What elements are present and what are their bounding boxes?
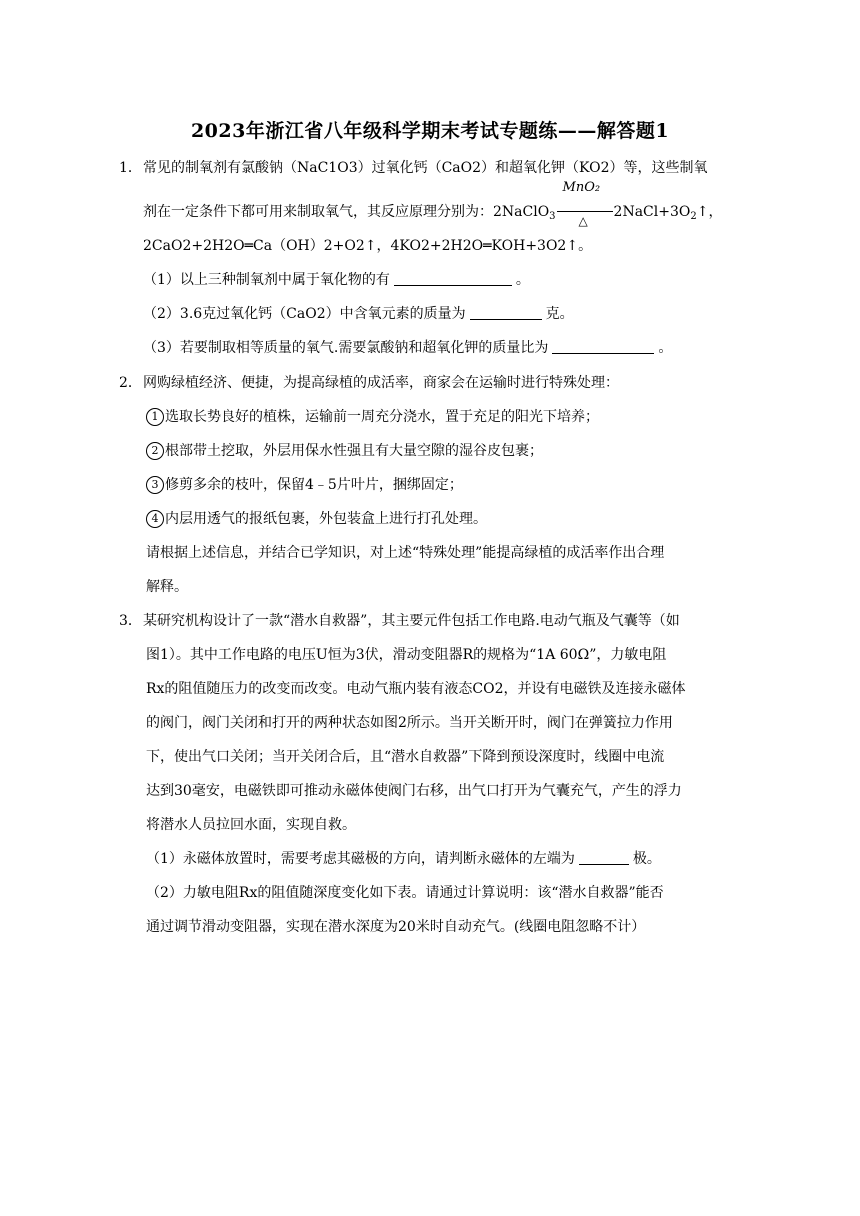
q2-item-1: [146, 407, 599, 427]
q1-line-2-end: ↑，: [696, 204, 723, 220]
q3-line-2: 图1）。其中工作电路的电压U恒为3伏，滑动变阻器R的规格为“1A 60Ω”，力敏电阻: [146, 647, 667, 663]
q2-ask-line-2: 解释。: [146, 579, 188, 595]
q1-sub-3: [143, 338, 672, 358]
reaction-arrow: [557, 180, 613, 228]
circled-number-3: 3: [146, 476, 164, 494]
q3-line-1: 某研究机构设计了一款“潜水自救器”，其主要元件包括工作电路.电动气瓶及气囊等（如: [143, 613, 680, 629]
q3-sub-2-line-2: 通过调节滑动变阻器，实现在潜水深度为20米时自动充气。(线圈电阻忽略不计）: [146, 919, 646, 935]
q3-line-7: 将潜水人员拉回水面，实现自救。: [146, 817, 356, 833]
circled-number-1: 1: [146, 408, 164, 426]
answer-blank-2[interactable]: [470, 304, 542, 320]
subscript: 3: [549, 211, 556, 222]
q1-line-3: 2CaO2+2H2O═Ca（OH）2+O2↑，4KO2+2H2O═KOH+3O2↑。: [143, 238, 593, 254]
heat-symbol: △: [578, 214, 588, 228]
q1-sub-3-text: （3）若要制取相等质量的氧气.需要氯酸钠和超氧化钾的质量比为: [143, 340, 549, 356]
q2-line-1: 网购绿植经济、便捷，为提高绿植的成活率，商家会在运输时进行特殊处理：: [143, 375, 619, 391]
q2-item-3: [146, 475, 463, 495]
q2-item-4-text: 内层用透气的报纸包裹，外包装盒上进行打孔处理。: [165, 511, 487, 527]
q3-sub-1: [146, 849, 661, 869]
q2-item-1-text: 选取长势良好的植株，运输前一周充分浇水，置于充足的阳光下培养；: [165, 409, 599, 425]
question-3-number: 3．: [119, 613, 142, 629]
subscript: 2: [690, 211, 697, 222]
q1-sub-2-end: 克。: [545, 306, 574, 322]
q2-item-4: [146, 509, 487, 529]
q3-line-4: 的阀门，阀门关闭和打开的两种状态如图2所示。当开关断开时，阀门在弹簧拉力作用: [146, 715, 673, 731]
answer-blank-4[interactable]: [579, 849, 629, 865]
q1-sub-1: [143, 270, 530, 290]
q1-sub-1-end: 。: [515, 272, 530, 288]
q2-item-2: [146, 441, 543, 461]
q1-line-2: [143, 180, 723, 228]
circled-number-4: 4: [146, 510, 164, 528]
q2-ask-line-1: 请根据上述信息，并结合已学知识，对上述“特殊处理”能提高绿植的成活率作出合理: [146, 545, 665, 561]
answer-blank-3[interactable]: [552, 338, 654, 354]
q2-item-3-text: 修剪多余的枝叶，保留4﹣5片叶片，捆绑固定；: [165, 477, 463, 493]
q3-sub-2-line-1: （2）力敏电阻Rx的阻值随深度变化如下表。请通过计算说明：该“潜水自救器”能否: [146, 885, 664, 901]
q1-product-text: 2NaCl+3O: [613, 204, 691, 220]
q3-sub-1-text: （1）永磁体放置时，需要考虑其磁极的方向，请判断永磁体的左端为: [146, 851, 575, 867]
answer-blank-1[interactable]: [394, 270, 512, 286]
page-title: 2023年浙江省八年级科学期末考试专题练——解答题1: [190, 120, 670, 142]
question-2-number: 2．: [119, 375, 142, 391]
q1-sub-1-text: （1）以上三种制氧剂中属于氧化物的有: [143, 272, 390, 288]
q1-sub-2: [143, 304, 574, 324]
circled-number-2: 2: [146, 442, 164, 460]
q3-line-5: 下，使出气口关闭；当开关闭合后，且“潜水自救器”下降到预设深度时，线圈中电流: [146, 749, 665, 765]
q3-line-3: Rx的阻值随压力的改变而改变。电动气瓶内装有液态CO2，并设有电磁铁及连接永磁体: [146, 681, 686, 697]
catalyst-label: MnO₂: [562, 180, 601, 195]
q3-line-6: 达到30毫安，电磁铁即可推动永磁体使阀门右移，出气口打开为气囊充气，产生的浮力: [146, 783, 682, 799]
q1-sub-3-end: 。: [658, 340, 673, 356]
q1-line-2-text: 剂在一定条件下都可用来制取氧气，其反应原理分别为：2NaClO: [143, 204, 550, 220]
q2-item-2-text: 根部带土挖取，外层用保水性强且有大量空隙的湿谷皮包裹；: [165, 443, 543, 459]
q3-sub-1-end: 极。: [632, 851, 661, 867]
q1-line-1: 常见的制氧剂有氯酸钠（NaC1O3）过氧化钙（CaO2）和超氧化钾（KO2）等，这些制氧: [143, 160, 708, 176]
question-1-number: 1．: [119, 160, 142, 176]
q1-sub-2-text: （2）3.6克过氧化钙（CaO2）中含氧元素的质量为: [143, 306, 466, 322]
